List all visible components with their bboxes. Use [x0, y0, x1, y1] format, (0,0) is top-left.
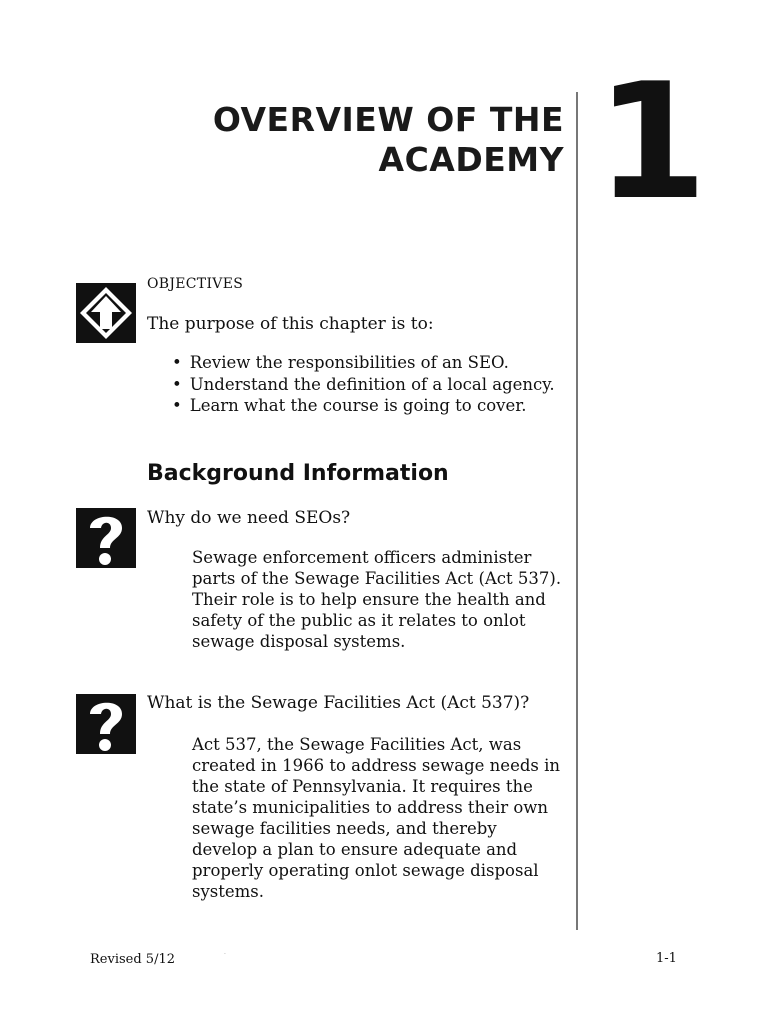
chapter-title-line-1: OVERVIEW OF THE [212, 100, 564, 139]
footer-mark: · [224, 951, 226, 958]
revision-note: Revised 5/12 [90, 952, 175, 967]
objective-item: • Review the responsibilities of an SEO. [172, 352, 555, 374]
page-number: 1-1 [656, 951, 677, 966]
question-1: Why do we need SEOs? [147, 508, 351, 528]
question-mark-icon [76, 508, 136, 568]
section-heading: Background Information [147, 461, 449, 486]
objective-item: • Understand the definition of a local agency. [172, 374, 555, 396]
chapter-title-line-2: ACADEMY [378, 140, 564, 179]
objectives-label: OBJECTIVES [147, 276, 244, 292]
chapter-title [213, 100, 564, 180]
question-mark-icon [76, 694, 136, 754]
objective-item: • Learn what the course is going to cover. [172, 395, 555, 417]
objectives-arrow-icon [76, 283, 136, 343]
chapter-number: 1 [596, 48, 704, 235]
objectives-list [172, 352, 555, 417]
objectives-intro: The purpose of this chapter is to: [147, 314, 434, 334]
answer-1: Sewage enforcement officers administer parts of the Sewage Facilities Act (Act 537). Their role is to help ensure the health and safety of the public as it relates to onlot sewage disposal systems. [192, 548, 562, 651]
question-2: What is the Sewage Facilities Act (Act 537)? [147, 693, 530, 713]
vertical-divider [576, 92, 578, 930]
answer-2: Act 537, the Sewage Facilities Act, was created in 1966 to address sewage needs in the state of Pennsylvania. It requires the state’s municipalities to address their own sewage facilities needs, and thereby develop a plan to ensure adequate and properly operating onlot sewage disposal systems. [192, 735, 561, 901]
